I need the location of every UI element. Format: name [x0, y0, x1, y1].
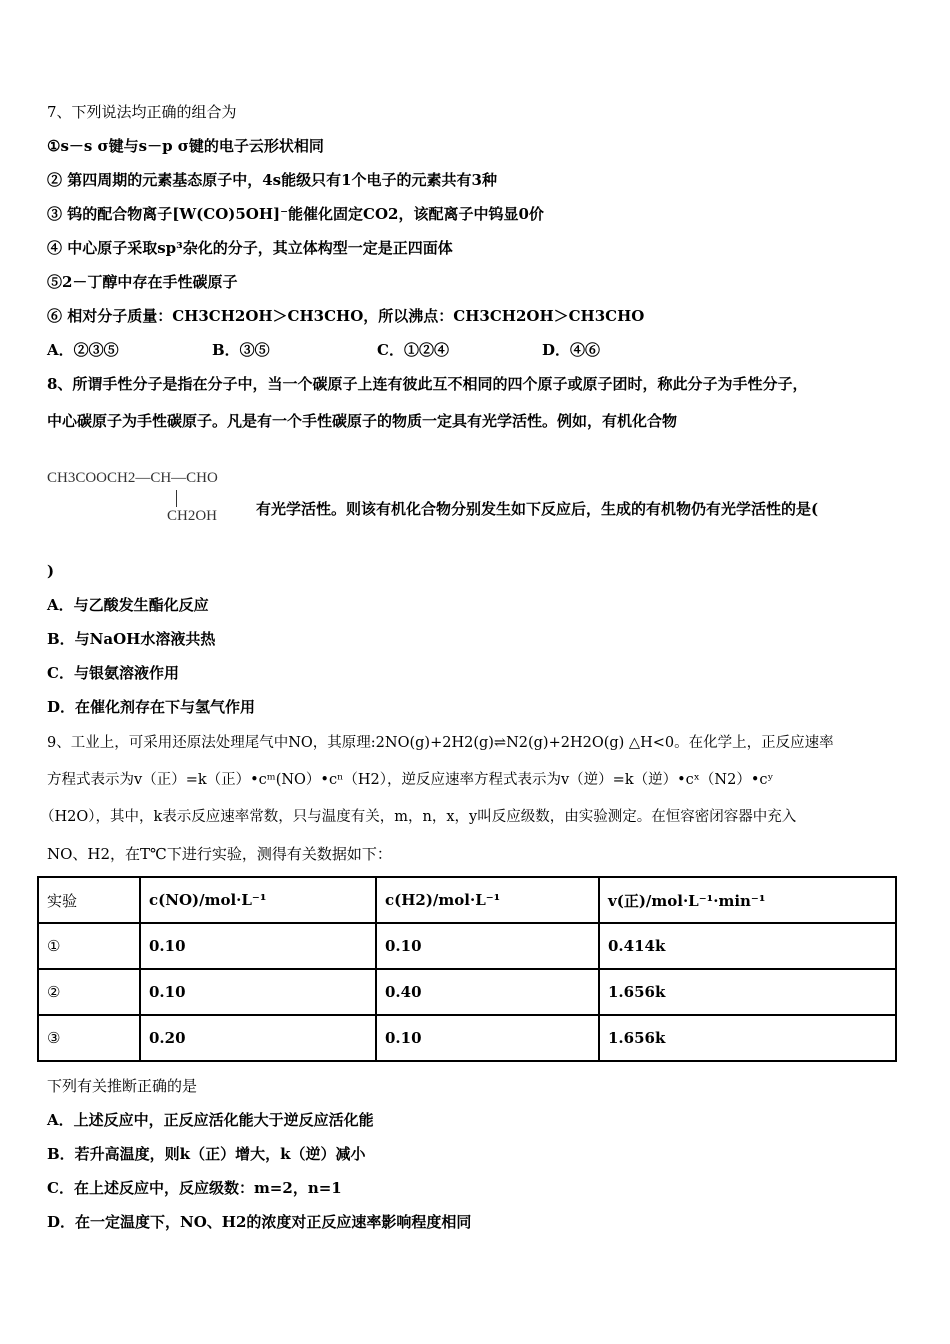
- q9-option-a: A．上述反应中，正反应活化能大于逆反应活化能: [47, 1111, 374, 1129]
- table-row: [38, 1015, 896, 1061]
- q9-stem-line-3: （H2O），其中，k表示反应速率常数，只与温度有关，m，n，x，y叫反应级数，由实验测定。在恒容密闭容器中充入: [40, 809, 797, 825]
- q8-stem-line-4: ): [47, 562, 55, 580]
- q8-option-c: C．与银氨溶液作用: [47, 664, 179, 682]
- q8-stem-line-3: 有光学活性。则该有机化合物分别发生如下反应后，生成的有机物仍有光学活性的是(: [256, 500, 819, 518]
- q7-stem: 7、下列说法均正确的组合为: [47, 103, 237, 121]
- table-cell: 1.656k: [599, 1015, 896, 1061]
- q7-option-d: D．④⑥: [542, 341, 601, 359]
- table-cell: ②: [38, 969, 140, 1015]
- table-cell: ①: [38, 923, 140, 969]
- table-cell: 0.10: [140, 923, 376, 969]
- table-header-cell: 实验: [38, 877, 140, 923]
- table-header-cell: c(H2)/mol·L⁻¹: [376, 877, 599, 923]
- table-header-row: [38, 877, 896, 923]
- q9-stem-line-2: 方程式表示为v（正）=k（正）•cᵐ(NO）•cⁿ（H2），逆反应速率方程式表示为v（逆）=k（逆）•cˣ（N2）•cʸ: [47, 772, 774, 788]
- table-cell: 0.414k: [599, 923, 896, 969]
- q8-option-a: A．与乙酸发生酯化反应: [47, 596, 209, 614]
- q9-prompt: 下列有关推断正确的是: [47, 1077, 198, 1095]
- table-cell: 1.656k: [599, 969, 896, 1015]
- q7-item-3: ③ 钨的配合物离子[W(CO)5OH]⁻能催化固定CO2，该配离子中钨显0价: [47, 205, 544, 223]
- table-header-cell: c(NO)/mol·L⁻¹: [140, 877, 376, 923]
- formula-branch: CH2OH: [167, 508, 218, 524]
- formula-main-chain: CH3COOCH2—CH—CHO: [47, 470, 218, 486]
- table-cell: 0.10: [376, 923, 599, 969]
- q8-stem-line-2: 中心碳原子为手性碳原子。凡是有一个手性碳原子的物质一定具有光学活性。例如，有机化合物: [47, 412, 678, 430]
- table-cell: 0.10: [376, 1015, 599, 1061]
- q9-option-b: B．若升高温度，则k（正）增大，k（逆）减小: [47, 1145, 366, 1163]
- q8-option-d: D．在催化剂存在下与氢气作用: [47, 698, 256, 716]
- q8-stem-line-1: 8、所谓手性分子是指在分子中，当一个碳原子上连有彼此互不相同的四个原子或原子团时，称此分子为手性分子，: [47, 375, 808, 393]
- q7-item-1: ①s－s σ键与s－p σ键的电子云形状相同: [47, 137, 324, 155]
- q7-option-a: A．②③⑤: [47, 341, 119, 359]
- q8-option-b: B．与NaOH水溶液共热: [47, 630, 216, 648]
- q9-option-d: D．在一定温度下，NO、H2的浓度对正反应速率影响程度相同: [47, 1213, 472, 1231]
- q7-item-4: ④ 中心原子采取sp³杂化的分子，其立体构型一定是正四面体: [47, 239, 453, 257]
- q7-option-b: B．③⑤: [212, 341, 270, 359]
- q9-option-c: C．在上述反应中，反应级数：m=2，n=1: [47, 1179, 342, 1197]
- table-cell: 0.20: [140, 1015, 376, 1061]
- table-row: [38, 923, 896, 969]
- formula-bond-line: [176, 490, 177, 507]
- table-cell: 0.40: [376, 969, 599, 1015]
- q7-item-2: ② 第四周期的元素基态原子中，4s能级只有1个电子的元素共有3种: [47, 171, 497, 189]
- table-cell: ③: [38, 1015, 140, 1061]
- table-row: [38, 969, 896, 1015]
- table-cell: 0.10: [140, 969, 376, 1015]
- q7-option-c: C．①②④: [377, 341, 449, 359]
- experiment-table: [37, 876, 897, 1062]
- q7-item-5: ⑤2－丁醇中存在手性碳原子: [47, 273, 238, 291]
- q7-item-6: ⑥ 相对分子质量：CH3CH2OH＞CH3CHO，所以沸点：CH3CH2OH＞CH3CHO: [47, 307, 645, 325]
- structural-formula: [47, 468, 257, 532]
- table-header-cell: v(正)/mol·L⁻¹·min⁻¹: [599, 877, 896, 923]
- q9-stem-line-4: NO、H2，在T℃下进行实验，测得有关数据如下：: [47, 845, 392, 863]
- q9-stem-line-1: 9、工业上，可采用还原法处理尾气中NO，其原理:2NO(g)+2H2(g)⇌N2(g)+2H2O(g) △H<0。在化学上，正反应速率: [47, 735, 834, 751]
